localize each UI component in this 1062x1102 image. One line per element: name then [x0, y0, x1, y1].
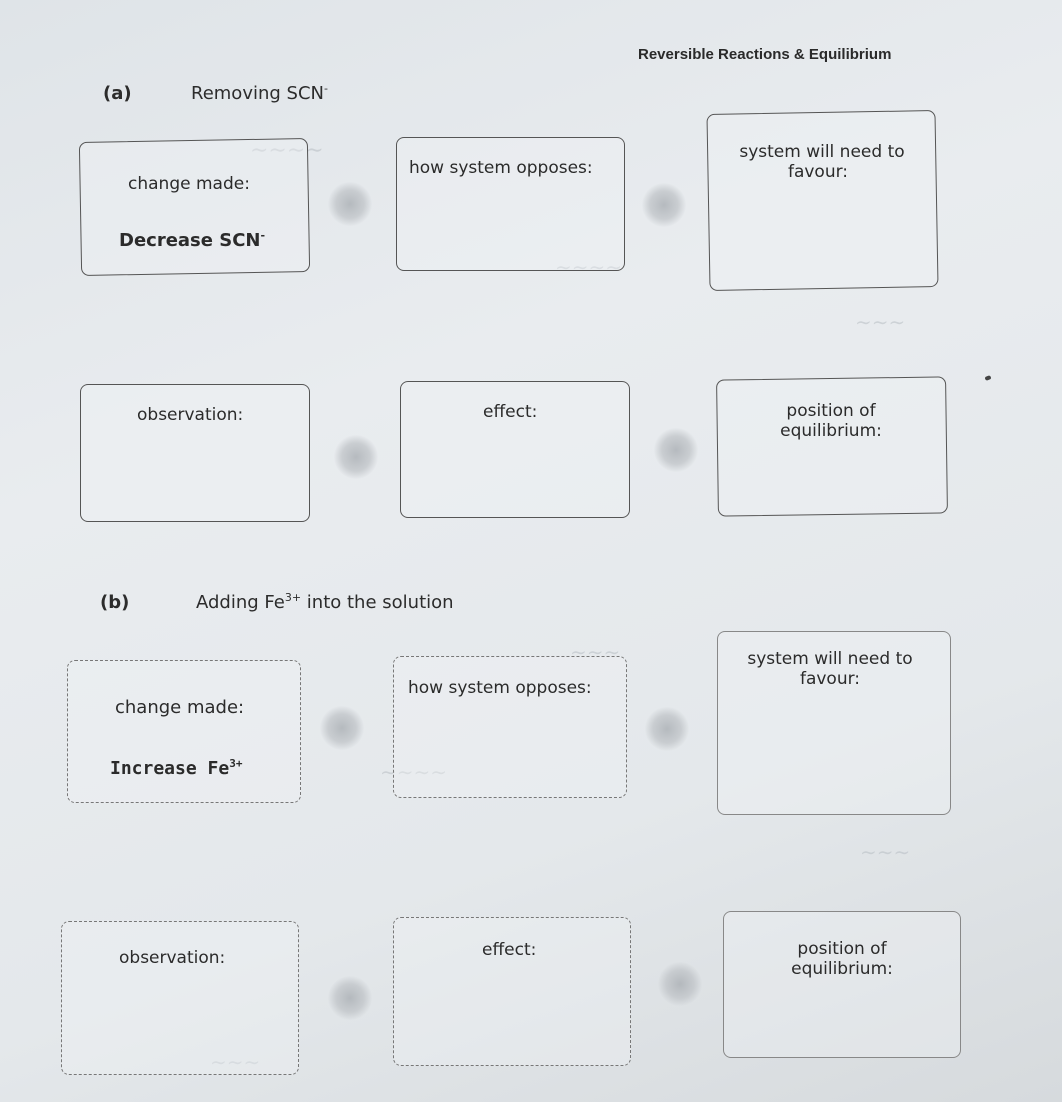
show-through-scribble: ∼∼∼∼	[380, 760, 448, 784]
arrow-mark	[642, 183, 686, 227]
arrow-mark	[328, 182, 372, 226]
section-a-heading-text: Removing SCN	[191, 83, 324, 104]
arrow-mark	[320, 706, 364, 750]
section-b-position-line2: equilibrium:	[791, 959, 893, 979]
arrow-mark	[654, 428, 698, 472]
section-a-favour-line1: system will need to	[739, 142, 905, 162]
section-a-position-label	[731, 401, 931, 441]
section-a-position-box[interactable]	[716, 376, 948, 516]
section-a-favour-box[interactable]	[706, 110, 938, 291]
section-a-opposes-label: how system opposes:	[409, 158, 593, 178]
section-a-heading	[103, 82, 328, 104]
section-b-favour-line2: favour:	[799, 669, 861, 689]
arrow-mark	[328, 976, 372, 1020]
arrow-mark	[334, 435, 378, 479]
section-a-position-line2: equilibrium:	[780, 421, 882, 441]
section-b-observation-box[interactable]	[61, 921, 299, 1075]
section-b-change-value-charge: 3+	[229, 757, 243, 770]
pen-mark	[984, 375, 991, 381]
section-b-effect-label: effect:	[482, 940, 537, 960]
section-a-change-made-box[interactable]	[79, 138, 310, 276]
section-b-change-made-box[interactable]	[67, 660, 301, 803]
section-b-heading-charge: 3+	[284, 591, 302, 604]
page-title: Reversible Reactions & Equilibrium	[638, 46, 892, 63]
section-a-change-made-value	[119, 229, 265, 251]
section-a-change-made-label: change made:	[128, 174, 250, 194]
section-b-heading-tail: into the solution	[301, 592, 454, 613]
section-b-letter: (b)	[100, 592, 130, 613]
section-b-favour-line1: system will need to	[747, 649, 913, 669]
section-a-observation-label: observation:	[137, 405, 244, 425]
section-b-change-made-label: change made:	[115, 697, 245, 718]
section-a-change-value-text: Decrease SCN	[119, 230, 261, 251]
section-a-favour-line2: favour:	[787, 162, 849, 182]
section-b-favour-label	[730, 649, 930, 689]
show-through-scribble: ∼∼∼∼	[555, 255, 623, 279]
show-through-scribble: ∼∼∼	[860, 840, 911, 864]
show-through-scribble: ∼∼∼	[210, 1050, 261, 1074]
section-b-heading	[100, 591, 454, 613]
section-a-position-line1: position of	[786, 401, 876, 421]
arrow-mark	[645, 707, 689, 751]
section-b-heading-text: Adding Fe	[196, 592, 285, 613]
section-b-position-box[interactable]	[723, 911, 961, 1058]
section-b-observation-label: observation:	[119, 948, 226, 968]
section-a-heading-charge: -	[324, 82, 328, 95]
show-through-scribble: ∼∼∼	[855, 310, 906, 334]
show-through-scribble: ∼∼∼	[570, 640, 621, 664]
section-b-position-line1: position of	[797, 939, 887, 959]
section-b-position-label	[742, 939, 942, 979]
section-b-opposes-label: how system opposes:	[408, 678, 592, 698]
arrow-mark	[658, 962, 702, 1006]
section-b-change-value-text: Increase Fe	[110, 758, 230, 779]
show-through-scribble: ∼∼∼∼	[250, 138, 324, 163]
section-a-letter: (a)	[103, 83, 132, 104]
section-a-effect-label: effect:	[483, 402, 538, 422]
section-a-change-value-charge: -	[260, 229, 266, 242]
section-b-change-made-value	[110, 757, 242, 779]
section-a-favour-label	[722, 142, 922, 182]
